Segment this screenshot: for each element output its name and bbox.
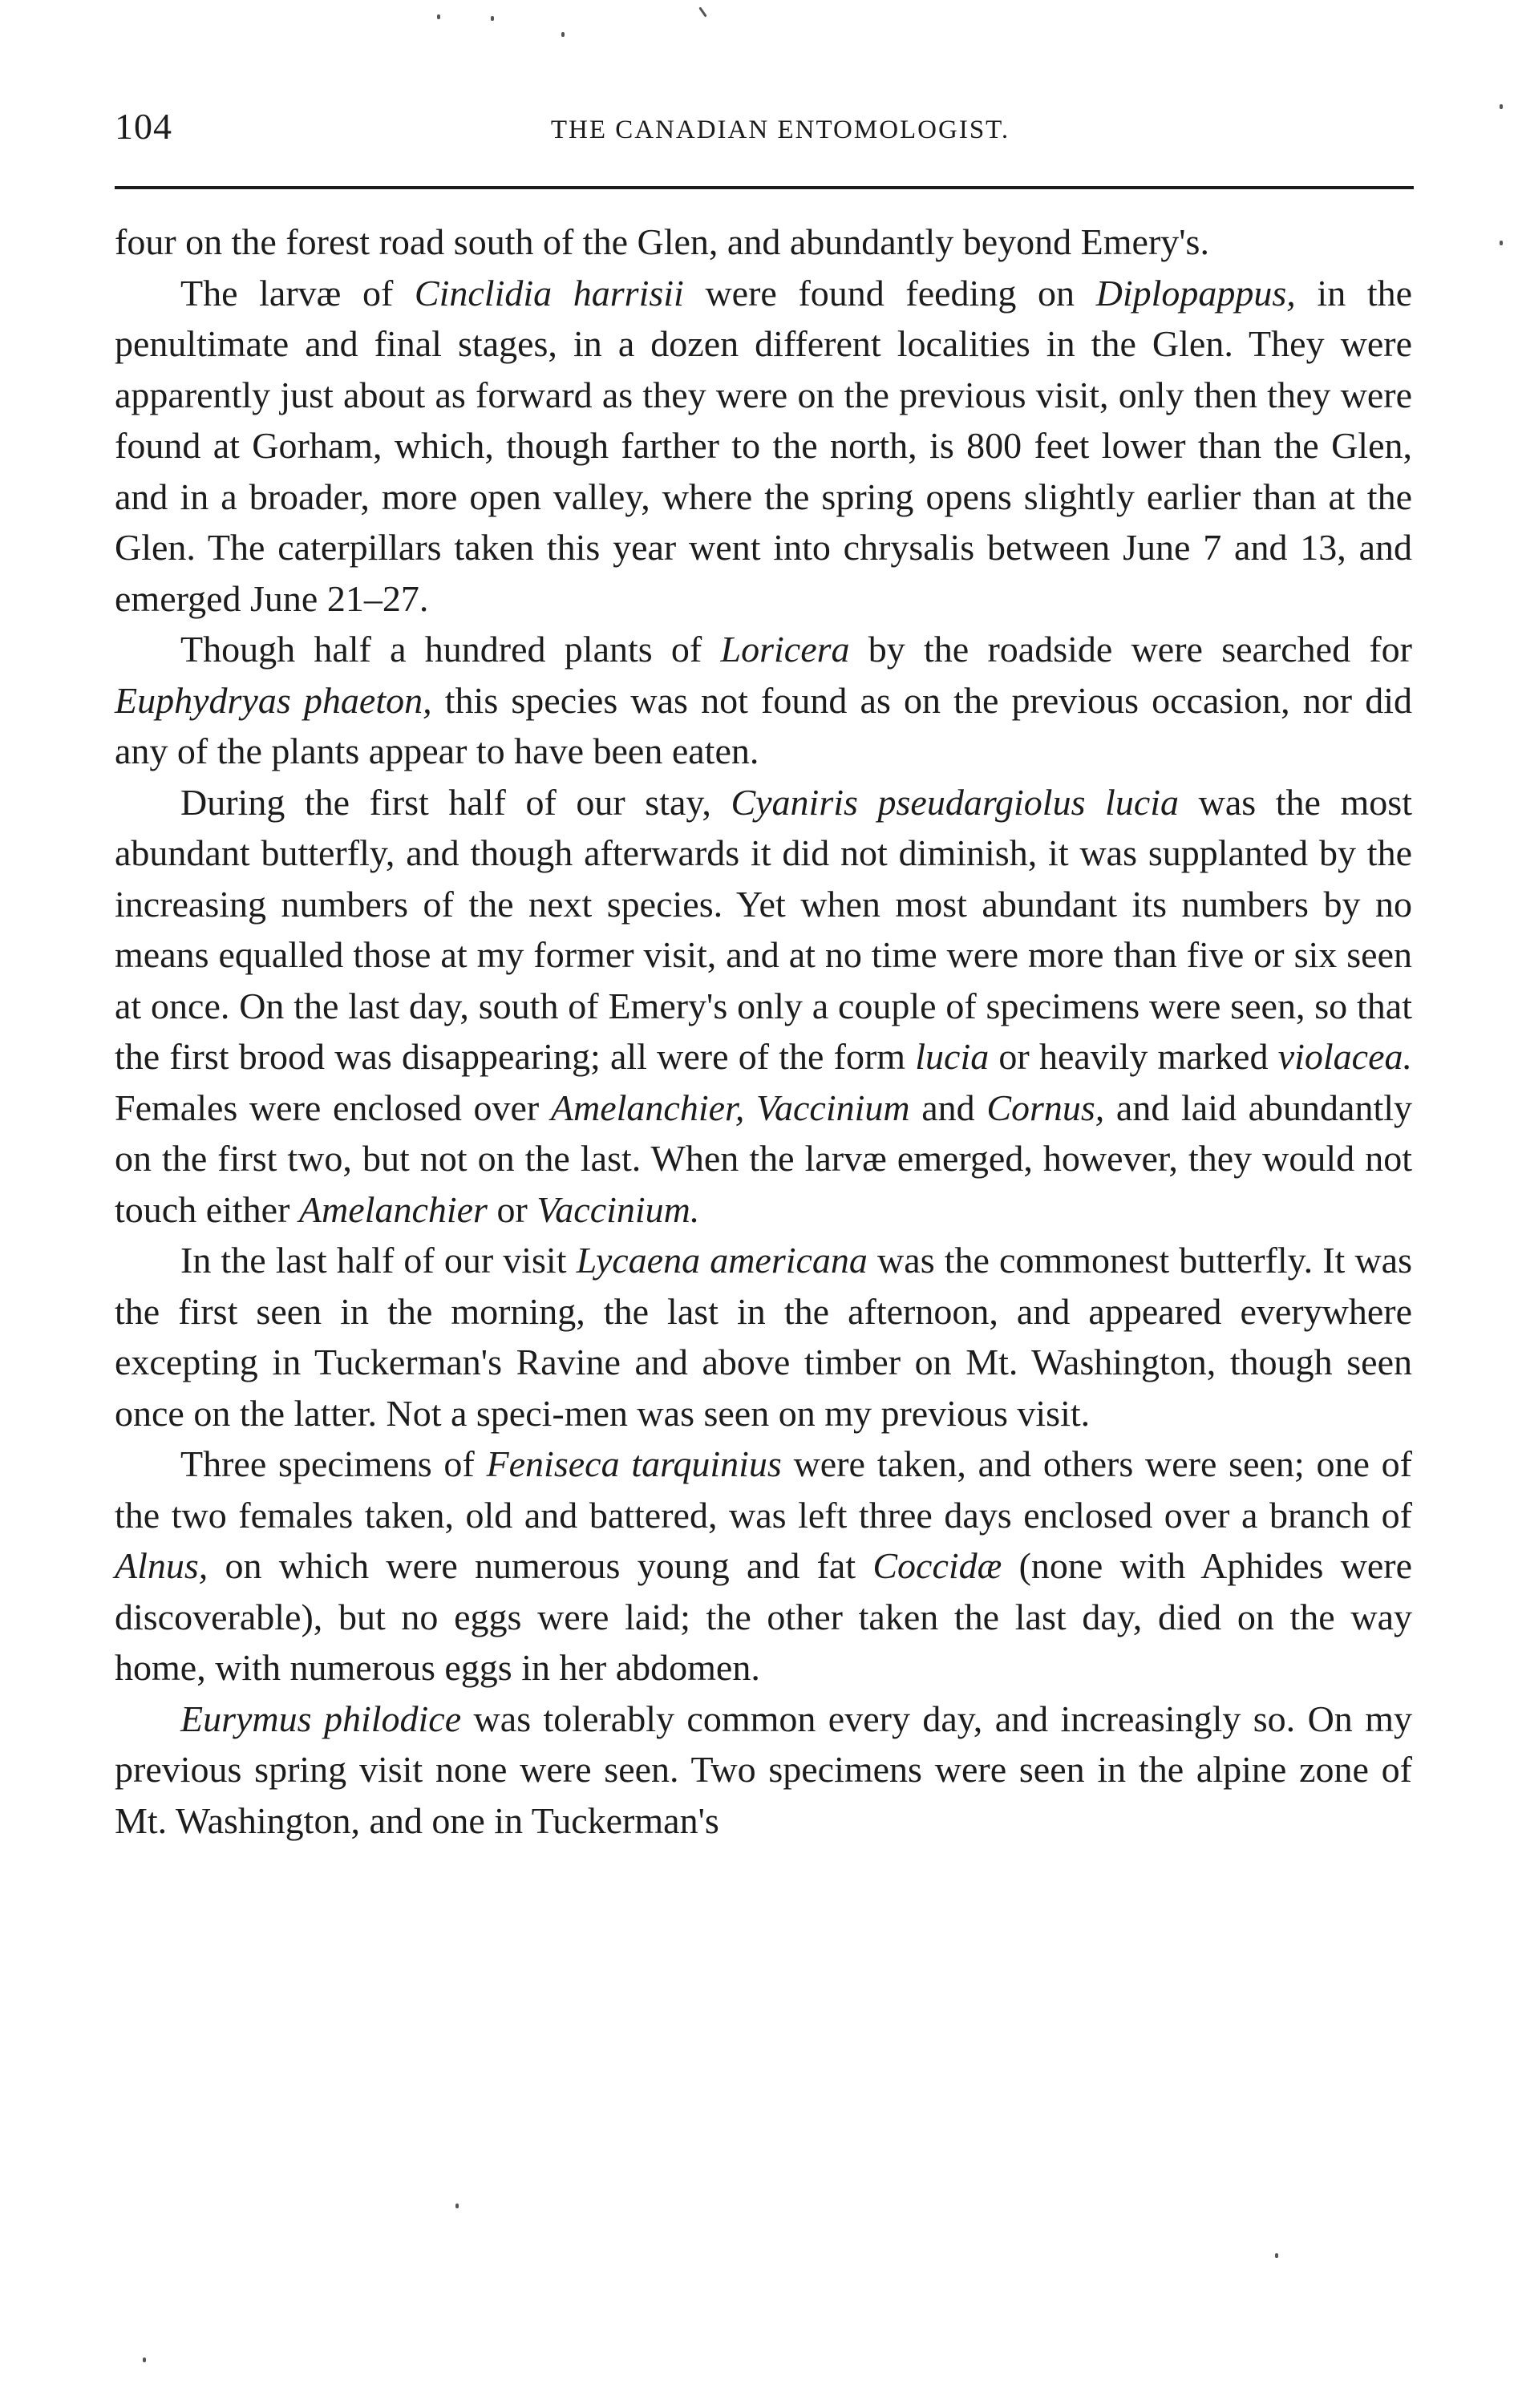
print-speck: [1500, 104, 1503, 109]
species-name: Euphydryas phaeton,: [115, 679, 432, 721]
running-head: THE CANADIAN ENTOMOLOGIST.: [550, 115, 1010, 144]
print-speck: [491, 16, 494, 21]
form-name: lucia: [915, 1036, 990, 1077]
species-name: Lycaena americana: [576, 1240, 868, 1281]
paragraph-feniseca: Three specimens of Feniseca tarquinius were taken, and others were seen; one of the two females taken, old and battered, was left three days enclosed over a branch of Alnus, on which were numerous young and fat Coccidæ (none with Aphides were discoverable), but no eggs were laid; the other taken the last day, died on the way home, with numerous eggs in her abdomen.: [115, 1443, 1413, 1688]
print-speck: [143, 2357, 146, 2362]
print-speck: [437, 14, 440, 19]
form-name: violacea.: [1277, 1036, 1412, 1077]
header-rule: [115, 186, 1414, 189]
genus-name: Vaccinium.: [536, 1188, 700, 1230]
article-body: [115, 217, 1412, 1846]
genus-name: Amelanchier,: [550, 1087, 745, 1128]
page-header: [115, 95, 1414, 159]
species-name: Feniseca tarquinius: [486, 1443, 782, 1484]
paragraph-euphydryas: Though half a hundred plants of Loricera by the roadside were searched for Euphydryas phaeton, this species was not found as on the previous occasion, nor did any of the plants appear to have been eaten.: [115, 629, 1412, 771]
genus-name: Alnus,: [115, 1545, 208, 1586]
paragraph-cinclidia: The larvæ of Cinclidia harrisii were found feeding on Diplopappus, in the penultimate and final stages, in a dozen different localities in the Glen. They were apparently just about as forward as they were on the previous visit, only then they were found at Gorham, which, though farther to the north, is 800 feet lower than the Glen, and in a broader, more open valley, where the spring opens slightly earlier than at the Glen. The caterpillars taken this year went into chrysalis between June 7 and 13, and emerged June 21–27.: [115, 272, 1413, 619]
print-speck: [455, 2204, 459, 2208]
species-name: Cinclidia harrisii: [414, 272, 684, 314]
paragraph-lycaena: In the last half of our visit Lycaena americana was the commonest butterfly. It was the first seen in the morning, the last in the afternoon, and appeared everywhere excepting in Tuckerman's Ravine and above timber on Mt. Washington, though seen once on the latter. Not a speci-men was seen on my previous visit.: [115, 1240, 1412, 1434]
print-speck: [561, 32, 565, 37]
page-number: 104: [115, 106, 172, 147]
family-name: Coccidæ: [872, 1545, 1002, 1586]
genus-name: Vaccinium: [755, 1087, 910, 1128]
species-name: Eurymus philodice: [180, 1698, 462, 1739]
paragraph-continuation: four on the forest road south of the Glen, and abundantly beyond Emery's.: [115, 221, 1209, 262]
print-speck: [698, 6, 706, 17]
genus-name: Amelanchier: [298, 1188, 488, 1230]
paragraph-cyaniris: During the first half of our stay, Cyaniris pseudargiolus lucia was the most abundant butterfly, and though afterwards it did not diminish, it was supplanted by the increasing numbers of the next species. Yet when most abundant its numbers by no means equalled those at my former visit, and at no time were more than five or six seen at once. On the last day, south of Emery's only a couple of specimens were seen, so that the first brood was disappearing; all were of the form lucia or heavily marked violacea. Females were enclosed over Amelanchier, Vaccinium and Cornus, and laid abundantly on the first two, but not on the last. When the larvæ emerged, however, they would not touch either Amelanchier or Vaccinium.: [115, 781, 1413, 1230]
species-name: Cyaniris pseudargiolus lucia: [731, 781, 1180, 823]
genus-name: Diplopappus,: [1095, 272, 1296, 314]
print-speck: [1275, 2253, 1278, 2258]
genus-name: Cornus,: [986, 1087, 1105, 1128]
print-speck: [1500, 241, 1503, 245]
genus-name: Loricera: [720, 629, 850, 670]
paragraph-eurymus: Eurymus philodice was tolerably common every day, and increasingly so. On my previous spring visit none were seen. Two specimens were seen in the alpine zone of Mt. Washington, and one in Tuckerman's: [115, 1698, 1412, 1841]
